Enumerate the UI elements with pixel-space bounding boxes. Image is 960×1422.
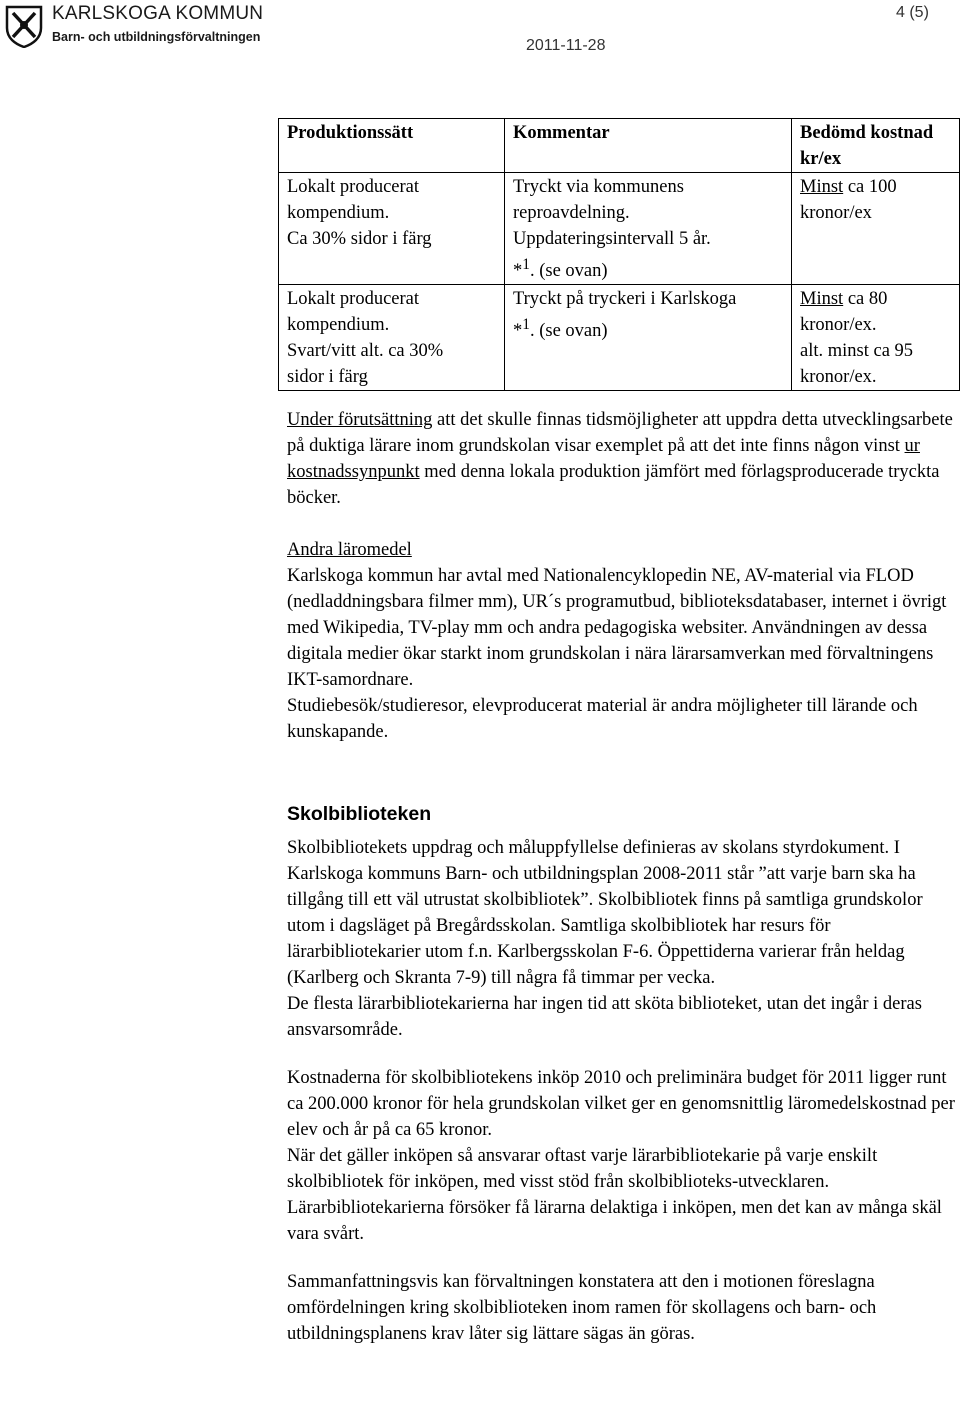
document-body [287,407,957,1347]
purchasing-paragraph: När det gäller inköpen så ansvarar oftast varje lärarbibliotekarie på varje enskilt skolbibliotek för inköpen, med visst stöd från skolbiblioteks-utvecklaren. Lärarbibliotekarierna försöker få lärarna delaktiga i inköpen, men det kan av många skäl vara svårt. [287,1146,942,1244]
cell-line: Tryckt via kommunens [513,177,684,197]
document-date: 2011-11-28 [526,37,606,54]
cell-line: Lokalt producerat [287,177,420,197]
other-materials-paragraph: Karlskoga kommun har avtal med Nationalencyklopedin NE, AV-material via FLOD (nedladdningsbara filmer mm), UR´s programutbud, biblioteksdatabaser, internet i övrigt med Wikipedia, TV-play mm och andra pedagogiska websiter. Användningen av dessa digitala medier ökar starkt inom grundskolan i nära lärarsamverkan med förvaltningens IKT-samordnare. [287,566,947,690]
comment-cell [505,173,792,285]
cell-line [800,286,951,312]
footnote-reference [513,312,783,344]
cell-line: sidor i färg [287,367,368,388]
page-header [0,0,960,60]
column-header-comment: Kommentar [505,119,792,173]
footnote-reference [513,252,783,284]
column-header-production: Produktionssätt [279,119,505,173]
production-cost-table [278,118,960,391]
cell-line: Lokalt producerat [287,289,420,310]
see-above-note: . (se ovan) [529,321,608,342]
footnote-mark: * [513,261,523,282]
cost-minimum-label: Minst [800,177,844,197]
paragraph-text: med denna lokala produktion jämfört med förlagsproducerade tryckta böcker. [287,462,940,508]
department-name: Barn- och utbildningsförvaltningen [52,30,261,44]
cell-line: kronor/ex [800,203,872,223]
school-library-heading: Skolbiblioteken [287,803,432,825]
other-materials-heading [287,537,957,563]
cost-value: ca 100 [843,177,897,197]
table-row [279,173,960,285]
paragraph-text: att det skulle finnas tidsmöjligheter att uppdra detta utvecklingsarbete på duktiga lärare inom grundskolan visar exemplet på att det inte finns någon vinst [287,410,953,456]
cost-minimum-label: Minst [800,289,844,310]
column-header-cost: Bedömd kostnad kr/ex [792,119,960,173]
study-visits-paragraph: Studiebesök/studieresor, elevproducerat material är andra möjligheter till lärande och kunskapande. [287,696,918,742]
cell-line: alt. minst ca 95 [800,341,914,362]
costs-paragraph: Kostnaderna för skolbibliotekens inköp 2010 och preliminära budget för 2011 ligger runt ca 200.000 kronor för hela grundskolan vilket ger en genomsnittlig läromedelskostnad per elev och år på ca 65 kronor. [287,1068,955,1140]
cell-line: Tryckt på tryckeri i Karlskoga [513,289,737,310]
cell-line: kompendium. [287,203,390,223]
organization-name: KARLSKOGA KOMMUN [52,3,264,24]
summary-paragraph: Sammanfattningsvis kan förvaltningen konstatera att den i motionen föreslagna omfördelningen kring skolbiblioteken inom ramen för skollagens och barn- och utbildningsplanens krav låter sig lättare sägas än göras. [287,1272,877,1344]
library-paragraph: Skolbibliotekets uppdrag och måluppfyllelse definieras av skolans styrdokument. I Karlskoga kommuns Barn- och utbildningsplan 2008-2011 står ”att varje barn ska ha tillgång till ett väl utrustat skolbibliotek”. Skolbibliotek finns på samtliga grundskolor utom i dagsläget på Bregårdsskolan. Samtliga skolbibliotek har resurs för lärarbibliotekarier utom f.n. Karlbergsskolan F-6. Öppettiderna varierar från heldag (Karlberg och Skranta 7-9) till några få timmar per vecka. [287,838,923,988]
library-paragraph: De flesta lärarbibliotekarierna har ingen tid att sköta biblioteket, utan det ingår i deras ansvarsområde. [287,994,922,1040]
table-header-row [279,119,960,173]
heading-text: Andra läromedel [287,540,412,560]
prerequisite-paragraph [287,407,957,511]
cell-line: Ca 30% sidor i färg [287,229,432,249]
footnote-number: 1 [522,256,530,273]
cost-value: ca 80 [843,289,888,310]
municipality-crest-icon [4,4,44,48]
production-cell [279,285,505,391]
underlined-phrase: ur kostnadssynpunkt [287,436,920,482]
cell-line: Uppdateringsintervall 5 år. [513,229,711,249]
cell-line: kompendium. [287,315,390,336]
underlined-phrase: Under förutsättning [287,410,433,430]
cost-cell [792,173,960,285]
table-row [279,285,960,391]
cell-line: kronor/ex. [800,367,877,388]
footnote-mark: * [513,321,523,342]
footnote-number: 1 [522,316,530,334]
cell-line: kronor/ex. [800,315,877,336]
see-above-note: . (se ovan) [529,261,608,282]
cell-line: Svart/vitt alt. ca 30% [287,341,444,362]
page-number: 4 (5) [896,4,929,21]
cost-cell [792,285,960,391]
cell-line: reproavdelning. [513,203,630,223]
comment-cell [505,285,792,391]
production-cell [279,173,505,285]
cell-line [800,174,951,200]
